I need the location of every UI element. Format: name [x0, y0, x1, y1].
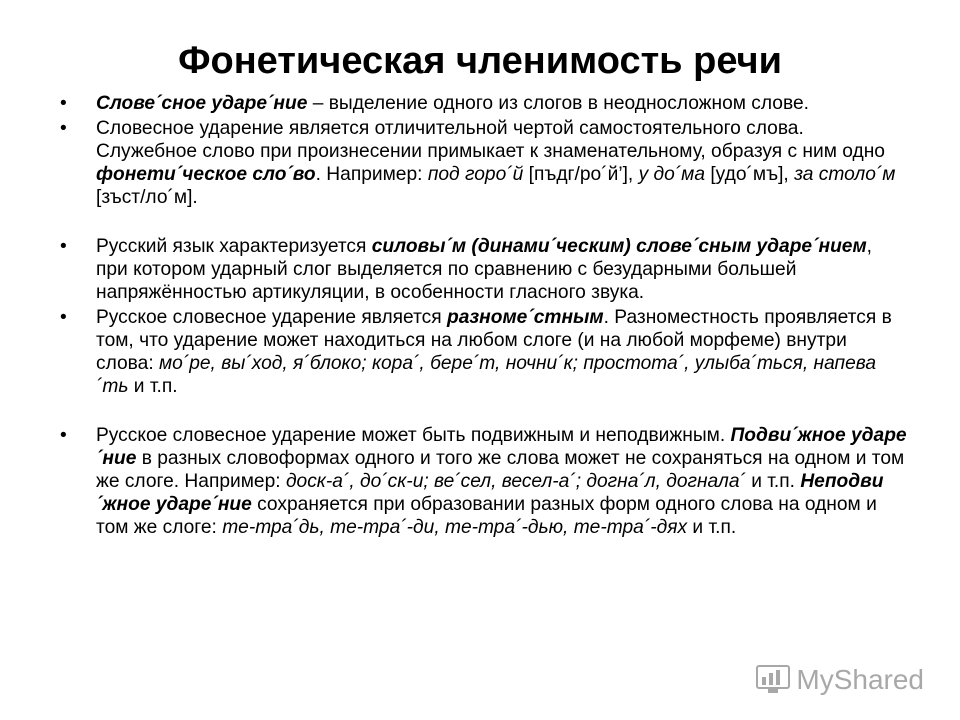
term-text: фонети´ческое сло´во	[96, 164, 316, 185]
bullet-text: Русский язык характеризуется	[96, 236, 372, 257]
bullet-list	[58, 92, 908, 539]
bullet-text: и т.п.	[687, 517, 737, 538]
bullet-text: [зъст/ло´м].	[96, 187, 198, 208]
bullet-item	[58, 92, 908, 115]
example-text: под горо´й	[427, 164, 524, 185]
bullet-item	[58, 235, 908, 304]
bullet-text: и т.п.	[128, 376, 178, 397]
example-text: за столо´м	[794, 164, 896, 185]
term-text: Слове´сное ударе´ние	[96, 93, 308, 114]
bullet-item	[58, 306, 908, 398]
bullet-text: сохраняется при образовании разных форм одного слова на одном и том же слоге:	[96, 494, 877, 538]
bullet-text: и т.п.	[745, 471, 801, 492]
watermark	[756, 664, 924, 696]
example-text: доск-а´, до´ск-и; ве´сел, весел-а´; догна´л, догнала´	[285, 471, 746, 492]
bullet-text: Словесное ударение является отличительной чертой самостоятельного слова. Служебное слово при произнесении примыкает к знаменательному, образуя с ним одно	[96, 118, 885, 162]
bullet-text: . Например:	[315, 164, 428, 185]
example-text: у до´ма	[638, 164, 706, 185]
watermark-logo-icon	[756, 665, 790, 695]
bullet-text: , при котором ударный слог выделяется по сравнению с безударными большей напряжённостью артикуляции, в особенности гласного звука.	[96, 236, 873, 303]
example-text: мо´ре, вы´ход, я´блоко; кора´, бере´т, ночни´к; простота´, улыба´ться, напева´ть	[96, 353, 877, 397]
bullet-text: . Разноместность проявляется в том, что ударение может находиться на любом слоге (и на любой морфеме) внутри слова:	[96, 307, 892, 374]
bullet-text: [удо´мъ],	[705, 164, 795, 185]
bullet-text: [пъдг/ро´й’],	[523, 164, 639, 185]
bullet-text: – выделение одного из слогов в неодносложном слове.	[307, 93, 809, 114]
term-text: разноме´стным	[446, 307, 604, 328]
bullet-text: Русское словесное ударение является	[96, 307, 447, 328]
slide-title: Фонетическая членимость речи	[178, 40, 782, 82]
term-text: Неподви´жное ударе´ние	[96, 471, 884, 515]
example-text: те-тра´дь, те-тра´-ди, те-тра´-дью, те-тра´-дях	[222, 517, 688, 538]
bullet-item	[58, 424, 908, 539]
bullet-text: Русское словесное ударение может быть подвижным и неподвижным.	[96, 425, 731, 446]
term-text: Подви´жное ударе´ние	[96, 425, 907, 469]
bullet-text: в разных словоформах одного и того же слова может не сохраняться на одном и том же слоге. Например:	[96, 448, 905, 492]
term-text: силовы´м (динами´ческим) слове´сным ударе´нием	[371, 236, 867, 257]
bullet-item	[58, 117, 908, 209]
watermark-text: MyShared	[796, 664, 924, 695]
